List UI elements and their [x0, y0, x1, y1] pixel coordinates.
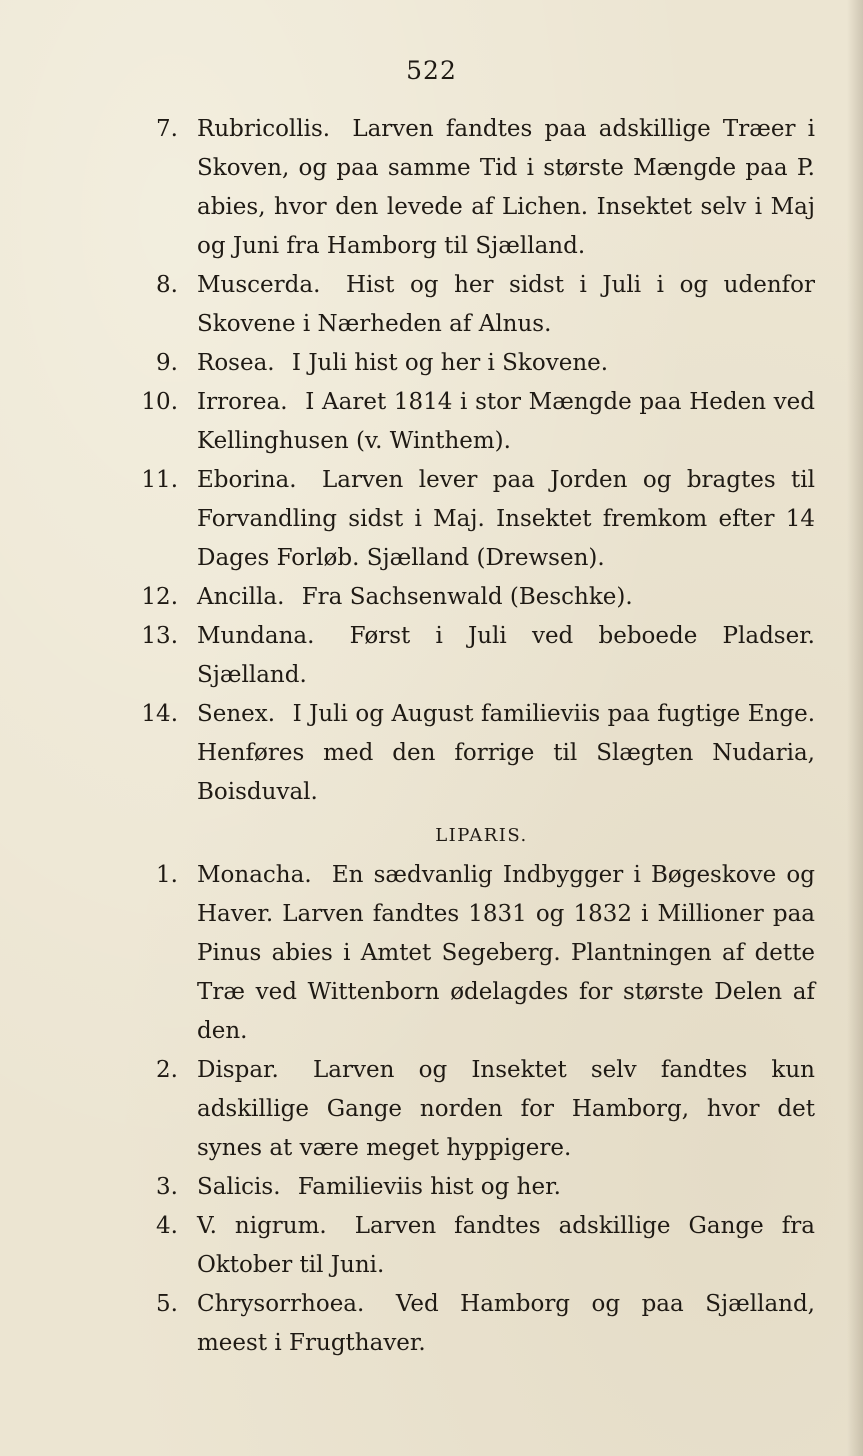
entry-text: Hist og her sidst i Juli i og udenfor Skovene i Nærheden af Alnus. [197, 272, 815, 337]
page-number: 522 [406, 56, 457, 85]
entry-text: Først i Juli ved beboede Pladser. Sjælland. [197, 623, 815, 688]
entry-number: 8. [156, 272, 178, 298]
entry-text: En sædvanlig Indbygger i Bøgeskove og Haver. Larven fandtes 1831 og 1832 i Millioner paa Pinus abies i Amtet Segeberg. Plantningen af dette Træ ved Wittenborn ødelagdes for største Delen af den. [197, 862, 816, 1044]
species-list [0, 110, 863, 1363]
species-name: Dispar. [197, 1057, 279, 1083]
list-item [0, 1285, 863, 1363]
section-heading: LIPARIS. [435, 825, 528, 846]
list-item [0, 383, 863, 461]
list-item [0, 578, 863, 617]
species-name: V. nigrum. [197, 1213, 327, 1239]
species-name: Eborina. [197, 467, 297, 493]
entry-number: 7. [156, 116, 178, 142]
list-item [0, 695, 863, 812]
list-item [0, 344, 863, 383]
species-name: Irrorea. [197, 389, 288, 415]
entry-text: Larven og Insektet selv fandtes kun adskillige Gange norden for Hamborg, hvor det synes at være meget hyppigere. [197, 1057, 815, 1161]
entry-text: I Aaret 1814 i stor Mængde paa Heden ved Kellinghusen (v. Winthem). [197, 389, 816, 454]
entry-number: 3. [156, 1174, 178, 1200]
entry-number: 12. [141, 584, 178, 610]
entry-number: 5. [156, 1291, 178, 1317]
entry-number: 2. [156, 1057, 178, 1083]
species-name: Chrysorrhoea. [197, 1291, 365, 1317]
entry-text: Familieviis hist og her. [297, 1174, 561, 1200]
list-item [0, 1168, 863, 1207]
entry-text: I Juli hist og her i Skovene. [291, 350, 609, 376]
species-name: Senex. [197, 701, 276, 727]
species-name: Monacha. [197, 862, 312, 888]
entry-number: 13. [141, 623, 178, 649]
list-item [0, 110, 863, 266]
entry-number: 14. [141, 701, 178, 727]
entry-number: 9. [156, 350, 178, 376]
entry-text: Fra Sachsenwald (Beschke). [301, 584, 633, 610]
entry-text: Ved Hamborg og paa Sjælland, meest i Frugthaver. [197, 1291, 815, 1356]
entry-text: Larven lever paa Jorden og bragtes til Forvandling sidst i Maj. Insektet fremkom efter 14 Dages Forløb. Sjælland (Drewsen). [197, 467, 815, 571]
species-name: Muscerda. [197, 272, 321, 298]
list-item [0, 617, 863, 695]
entry-text: I Juli og August familieviis paa fugtige Enge. Henføres med den forrige til Slægten Nudaria, Boisduval. [197, 701, 816, 805]
list-item [0, 461, 863, 578]
entry-number: 4. [156, 1213, 178, 1239]
list-item [0, 1207, 863, 1285]
entry-number: 10. [141, 389, 178, 415]
entry-text: Larven fandtes paa adskillige Træer i Skoven, og paa samme Tid i største Mængde paa P. abies, hvor den levede af Lichen. Insektet selv i Maj og Juni fra Hamborg til Sjælland. [197, 116, 816, 259]
species-name: Ancilla. [197, 584, 285, 610]
list-item [0, 266, 863, 344]
species-name: Mundana. [197, 623, 315, 649]
species-name: Salicis. [197, 1174, 281, 1200]
species-name: Rosea. [197, 350, 275, 376]
list-item [0, 856, 863, 1051]
list-item [0, 1051, 863, 1168]
entry-number: 11. [141, 467, 178, 493]
entry-number: 1. [156, 862, 178, 888]
entry-text: Larven fandtes adskillige Gange fra Oktober til Juni. [197, 1213, 815, 1278]
species-name: Rubricollis. [197, 116, 331, 142]
